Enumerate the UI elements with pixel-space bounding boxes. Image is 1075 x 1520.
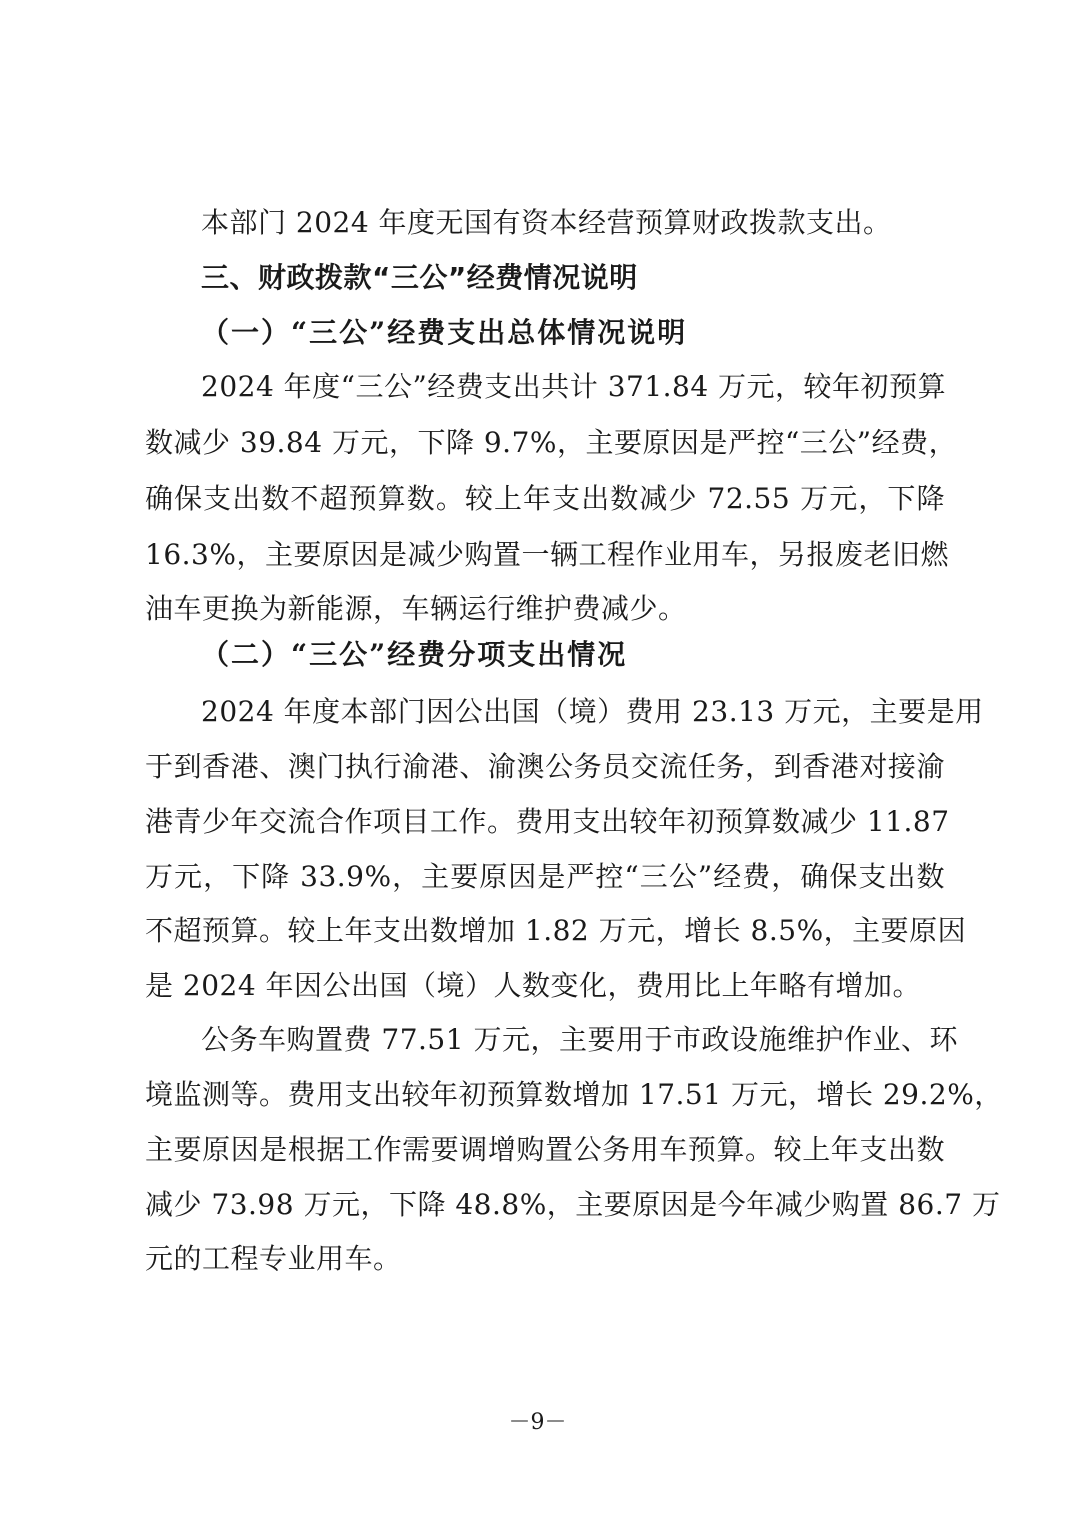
paragraph-line: 确保支出数不超预算数。较上年支出数减少 72.55 万元，下降 [145, 482, 945, 515]
subsection-heading: （一）“三公”经费支出总体情况说明 [201, 316, 688, 349]
section-heading: 三、财政拨款“三公”经费情况说明 [201, 261, 638, 294]
paragraph-line: 主要原因是根据工作需要调增购置公务用车预算。较上年支出数 [145, 1133, 945, 1166]
page-number: －9－ [508, 1410, 567, 1435]
paragraph-line: 于到香港、澳门执行渝港、渝澳公务员交流任务，到香港对接渝 [145, 750, 945, 783]
paragraph-line: 元的工程专业用车。 [145, 1242, 402, 1275]
paragraph-line: 16.3%，主要原因是减少购置一辆工程作业用车，另报废老旧燃 [145, 538, 949, 571]
paragraph-line: 不超预算。较上年支出数增加 1.82 万元，增长 8.5%，主要原因 [145, 914, 967, 947]
paragraph-line: 油车更换为新能源，车辆运行维护费减少。 [145, 592, 687, 625]
paragraph-line: 减少 73.98 万元，下降 48.8%，主要原因是今年减少购置 86.7 万 [145, 1188, 1001, 1221]
paragraph-line: 是 2024 年因公出国（境）人数变化，费用比上年略有增加。 [145, 969, 922, 1002]
paragraph-line: 数减少 39.84 万元，下降 9.7%，主要原因是严控“三公”经费， [145, 426, 958, 459]
paragraph-line: 境监测等。费用支出较年初预算数增加 17.51 万元，增长 29.2%， [145, 1078, 1003, 1111]
paragraph-line: 2024 年度本部门因公出国（境）费用 23.13 万元，主要是用 [201, 695, 984, 728]
paragraph-line: 2024 年度“三公”经费支出共计 371.84 万元，较年初预算 [201, 370, 947, 403]
paragraph-line: 万元，下降 33.9%，主要原因是严控“三公”经费，确保支出数 [145, 860, 945, 893]
subsection-heading: （二）“三公”经费分项支出情况 [201, 638, 628, 671]
paragraph-line: 公务车购置费 77.51 万元，主要用于市政设施维护作业、环 [201, 1023, 958, 1056]
paragraph-line: 港青少年交流合作项目工作。费用支出较年初预算数减少 11.87 [145, 805, 950, 838]
paragraph-line: 本部门 2024 年度无国有资本经营预算财政拨款支出。 [201, 206, 892, 239]
